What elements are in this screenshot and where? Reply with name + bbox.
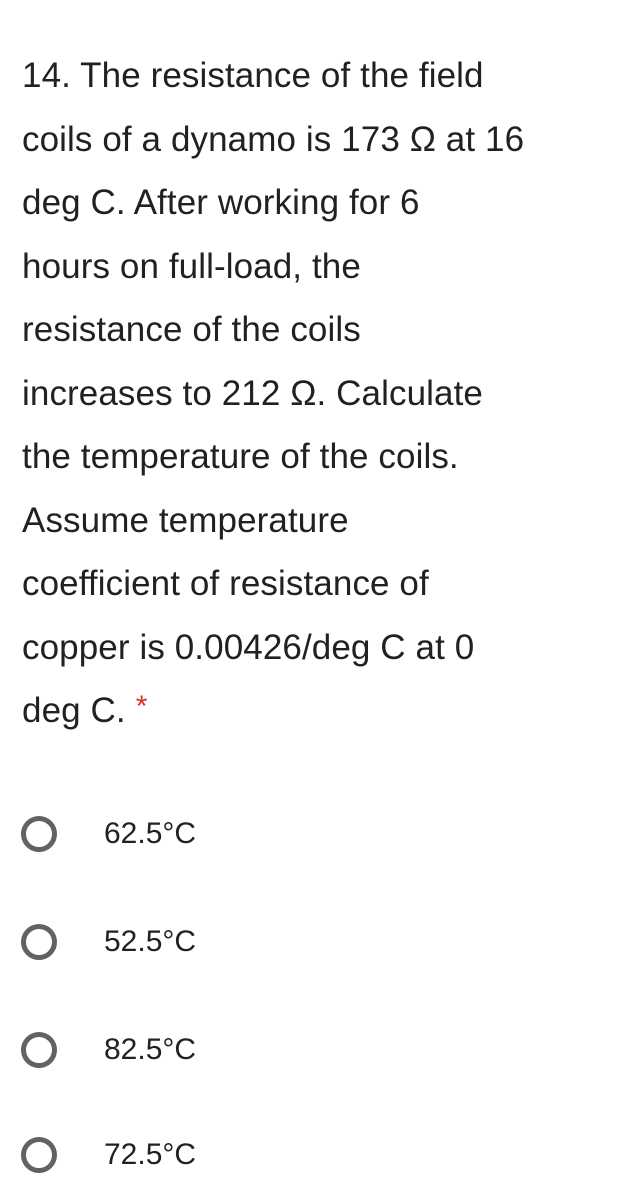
option-label: 62.5°C bbox=[104, 817, 197, 850]
question-line: the temperature of the coils. bbox=[22, 437, 459, 476]
question-line: hours on full-load, the bbox=[22, 246, 361, 286]
option-label: 52.5°C bbox=[104, 925, 197, 958]
question-line: copper is 0.00426/deg C at 0 bbox=[22, 627, 475, 667]
radio-button-icon[interactable] bbox=[21, 924, 57, 960]
question-line: deg C. bbox=[22, 691, 126, 730]
option-72-5[interactable] bbox=[21, 1130, 196, 1180]
radio-button-icon[interactable] bbox=[21, 1137, 57, 1173]
question-line: coils of a dynamo is 173 Ω at 16 bbox=[22, 119, 525, 159]
required-asterisk: * bbox=[135, 690, 148, 723]
question-line: deg C. After working for 6 bbox=[22, 183, 420, 222]
option-62-5[interactable] bbox=[21, 809, 196, 859]
radio-button-icon[interactable] bbox=[21, 1032, 57, 1068]
question-line-last bbox=[22, 679, 612, 745]
question-text bbox=[22, 44, 612, 745]
option-label: 82.5°C bbox=[104, 1033, 197, 1066]
option-82-5[interactable] bbox=[21, 1025, 196, 1075]
question-line: increases to 212 Ω. Calculate bbox=[22, 373, 483, 413]
question-line: Assume temperature bbox=[22, 500, 349, 540]
radio-button-icon[interactable] bbox=[21, 816, 57, 852]
option-label: 72.5°C bbox=[104, 1138, 197, 1171]
question-line: resistance of the coils bbox=[22, 310, 361, 349]
question-line: coefficient of resistance of bbox=[22, 564, 429, 603]
question-line: 14. The resistance of the field bbox=[22, 56, 484, 95]
option-52-5[interactable] bbox=[21, 917, 196, 967]
